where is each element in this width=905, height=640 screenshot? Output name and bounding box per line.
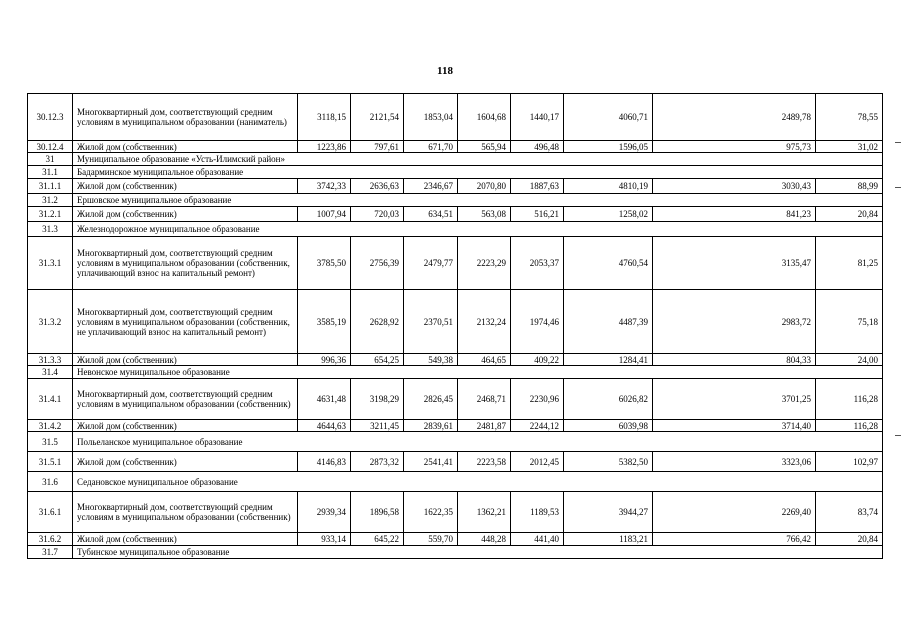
row-code: 31.4.1 [28,379,73,420]
row-description: Жилой дом (собственник) [73,141,298,153]
row-code: 31.3.3 [28,354,73,366]
value-cell: 1596,05 [564,141,653,153]
section-title: Бадарминское муниципальное образование [73,166,883,179]
value-cell: 1622,35 [404,492,458,533]
table-row [28,354,883,366]
row-code: 31.7 [28,546,73,559]
value-cell: 6026,82 [564,379,653,420]
row-description: Жилой дом (собственник) [73,533,298,546]
value-cell: 1887,63 [511,179,564,194]
value-cell: 563,08 [458,207,511,222]
value-cell: 3701,25 [653,379,816,420]
value-cell: 3714,40 [653,420,816,432]
value-cell: 116,28 [816,420,883,432]
value-cell: 565,94 [458,141,511,153]
value-cell: 1258,02 [564,207,653,222]
value-cell: 2826,45 [404,379,458,420]
value-cell: 4631,48 [298,379,351,420]
row-description: Многоквартирный дом, соответствующий средним условиям в муниципальном образовании (собственник, не уплачивающий взнос на капитальный ремонт) [73,290,298,354]
value-cell: 3944,27 [564,492,653,533]
value-cell: 2132,24 [458,290,511,354]
value-cell: 2269,40 [653,492,816,533]
row-description: Жилой дом (собственник) [73,207,298,222]
value-cell: 496,48 [511,141,564,153]
row-code: 31.5 [28,432,73,452]
row-description: Многоквартирный дом, соответствующий средним условиям в муниципальном образовании (собственник) [73,379,298,420]
value-cell: 102,97 [816,452,883,472]
value-cell: 2053,37 [511,237,564,290]
value-cell: 5382,50 [564,452,653,472]
row-code: 31.4.2 [28,420,73,432]
value-cell: 2481,87 [458,420,511,432]
value-cell: 1440,17 [511,94,564,141]
value-cell: 3323,06 [653,452,816,472]
table-row [28,533,883,546]
value-cell: 1183,21 [564,533,653,546]
value-cell: 1223,86 [298,141,351,153]
row-code: 30.12.4 [28,141,73,153]
table-body [28,94,883,559]
row-description: Жилой дом (собственник) [73,354,298,366]
value-cell: 2223,29 [458,237,511,290]
value-cell: 634,51 [404,207,458,222]
section-title: Железнодорожное муниципальное образование [73,222,883,237]
value-cell: 6039,98 [564,420,653,432]
value-cell: 3030,43 [653,179,816,194]
table-row [28,94,883,141]
value-cell: 1007,94 [298,207,351,222]
value-cell: 1896,58 [351,492,404,533]
row-code: 31.5.1 [28,452,73,472]
value-cell: 2121,54 [351,94,404,141]
value-cell: 559,70 [404,533,458,546]
row-code: 31 [28,153,73,166]
section-title: Муниципальное образование «Усть-Илимский район» [73,153,883,166]
section-title: Тубинское муниципальное образование [73,546,883,559]
value-cell: 2346,67 [404,179,458,194]
table-row [28,379,883,420]
value-cell: 3742,33 [298,179,351,194]
value-cell: 116,28 [816,379,883,420]
value-cell: 3785,50 [298,237,351,290]
page-number: 118 [437,65,453,77]
section-row [28,222,883,237]
value-cell: 1362,21 [458,492,511,533]
value-cell: 3118,15 [298,94,351,141]
tariff-table [27,93,883,559]
margin-mark [895,187,901,188]
value-cell: 3198,29 [351,379,404,420]
section-title: Польеланское муниципальное образование [73,432,883,452]
row-code: 31.6.1 [28,492,73,533]
margin-mark [895,142,901,143]
value-cell: 766,42 [653,533,816,546]
value-cell: 2939,34 [298,492,351,533]
value-cell: 3135,47 [653,237,816,290]
value-cell: 4060,71 [564,94,653,141]
value-cell: 671,70 [404,141,458,153]
table-row [28,207,883,222]
value-cell: 933,14 [298,533,351,546]
value-cell: 975,73 [653,141,816,153]
table-row [28,290,883,354]
value-cell: 2489,78 [653,94,816,141]
value-cell: 2756,39 [351,237,404,290]
row-description: Жилой дом (собственник) [73,452,298,472]
value-cell: 654,25 [351,354,404,366]
value-cell: 441,40 [511,533,564,546]
value-cell: 1974,46 [511,290,564,354]
value-cell: 516,21 [511,207,564,222]
value-cell: 720,03 [351,207,404,222]
value-cell: 2873,32 [351,452,404,472]
value-cell: 409,22 [511,354,564,366]
value-cell: 4810,19 [564,179,653,194]
value-cell: 2468,71 [458,379,511,420]
value-cell: 88,99 [816,179,883,194]
section-row [28,366,883,379]
value-cell: 24,00 [816,354,883,366]
value-cell: 4146,83 [298,452,351,472]
value-cell: 31,02 [816,141,883,153]
value-cell: 2070,80 [458,179,511,194]
row-code: 31.4 [28,366,73,379]
row-description: Многоквартирный дом, соответствующий средним условиям в муниципальном образовании (собственник, уплачивающий взнос на капитальный ремонт) [73,237,298,290]
value-cell: 2223,58 [458,452,511,472]
value-cell: 841,23 [653,207,816,222]
value-cell: 464,65 [458,354,511,366]
value-cell: 2230,96 [511,379,564,420]
table-row [28,420,883,432]
row-code: 31.3.1 [28,237,73,290]
value-cell: 78,55 [816,94,883,141]
section-title: Седановское муниципальное образование [73,472,883,492]
value-cell: 20,84 [816,207,883,222]
value-cell: 4487,39 [564,290,653,354]
value-cell: 4760,54 [564,237,653,290]
section-title: Ершовское муниципальное образование [73,194,883,207]
table-row [28,179,883,194]
row-code: 31.6 [28,472,73,492]
value-cell: 81,25 [816,237,883,290]
row-code: 31.1.1 [28,179,73,194]
row-code: 31.1 [28,166,73,179]
section-row [28,194,883,207]
value-cell: 3211,45 [351,420,404,432]
section-title: Невонское муниципальное образование [73,366,883,379]
table-row [28,141,883,153]
value-cell: 2628,92 [351,290,404,354]
table-row [28,237,883,290]
value-cell: 83,74 [816,492,883,533]
table-row [28,492,883,533]
row-code: 31.3 [28,222,73,237]
value-cell: 4644,63 [298,420,351,432]
row-description: Жилой дом (собственник) [73,179,298,194]
value-cell: 797,61 [351,141,404,153]
section-row [28,472,883,492]
value-cell: 2479,77 [404,237,458,290]
row-description: Многоквартирный дом, соответствующий средним условиям в муниципальном образовании (наниматель) [73,94,298,141]
value-cell: 996,36 [298,354,351,366]
value-cell: 645,22 [351,533,404,546]
row-code: 31.6.2 [28,533,73,546]
margin-mark [895,435,901,436]
value-cell: 2636,63 [351,179,404,194]
section-row [28,153,883,166]
section-row [28,432,883,452]
value-cell: 1853,04 [404,94,458,141]
section-row [28,546,883,559]
value-cell: 2244,12 [511,420,564,432]
table-row [28,452,883,472]
value-cell: 75,18 [816,290,883,354]
row-code: 31.3.2 [28,290,73,354]
value-cell: 1189,53 [511,492,564,533]
value-cell: 2839,61 [404,420,458,432]
value-cell: 1284,41 [564,354,653,366]
value-cell: 2541,41 [404,452,458,472]
value-cell: 448,28 [458,533,511,546]
value-cell: 1604,68 [458,94,511,141]
value-cell: 2012,45 [511,452,564,472]
row-code: 31.2 [28,194,73,207]
row-code: 31.2.1 [28,207,73,222]
value-cell: 804,33 [653,354,816,366]
value-cell: 549,38 [404,354,458,366]
row-code: 30.12.3 [28,94,73,141]
value-cell: 2370,51 [404,290,458,354]
value-cell: 2983,72 [653,290,816,354]
section-row [28,166,883,179]
value-cell: 20,84 [816,533,883,546]
value-cell: 3585,19 [298,290,351,354]
row-description: Жилой дом (собственник) [73,420,298,432]
row-description: Многоквартирный дом, соответствующий средним условиям в муниципальном образовании (собственник) [73,492,298,533]
